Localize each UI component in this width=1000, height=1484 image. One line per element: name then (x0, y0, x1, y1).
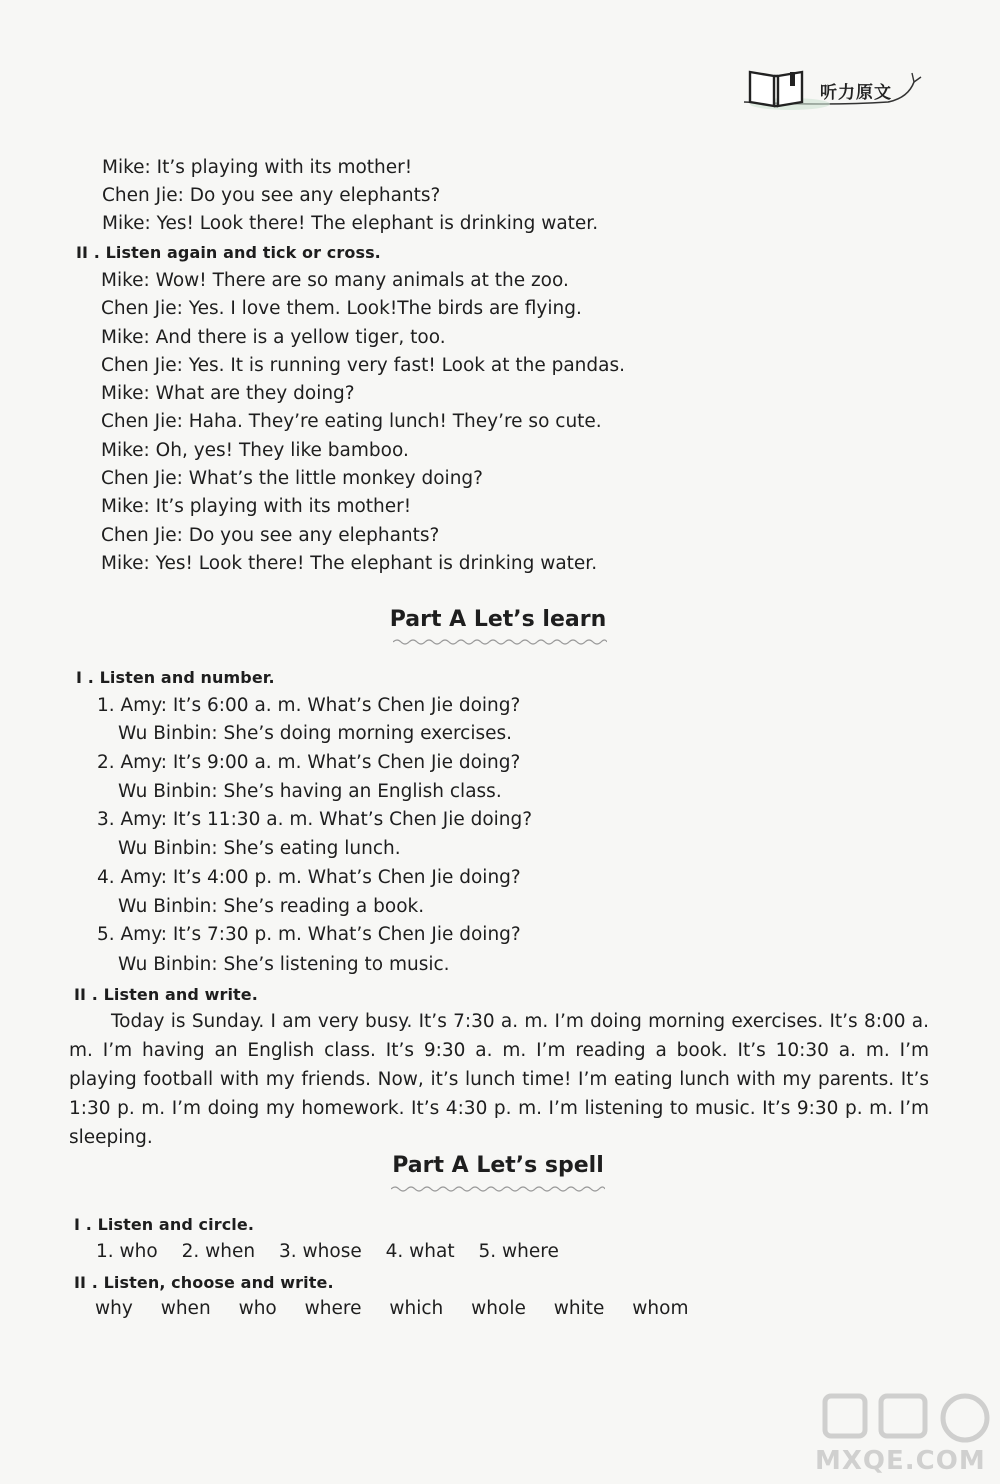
dialog-line: Mike: Oh, yes! They like bamboo. (101, 440, 409, 461)
word-bank-item: why (95, 1298, 133, 1319)
answer-line: Wu Binbin: She’s listening to music. (118, 954, 450, 975)
title-underline-wave (391, 1185, 605, 1193)
question-line: 1. Amy: It’s 6:00 a. m. What’s Chen Jie doing? (97, 695, 521, 716)
question-line: 4. Amy: It’s 4:00 p. m. What’s Chen Jie doing? (97, 867, 521, 888)
section-heading: II . Listen again and tick or cross. (76, 243, 381, 262)
open-book-icon (746, 66, 806, 110)
dialog-line: Chen Jie: What’s the little monkey doing? (101, 468, 483, 489)
watermark (815, 1388, 990, 1478)
numbered-word-list (96, 1241, 577, 1262)
dialog-line: Mike: Yes! Look there! The elephant is drinking water. (102, 213, 599, 234)
word-bank (95, 1298, 710, 1319)
header-badge (738, 62, 938, 122)
numbered-word: 5. where (478, 1241, 559, 1262)
word-bank-item: whom (632, 1298, 689, 1319)
section-heading: I . Listen and circle. (74, 1215, 255, 1234)
dialog-line: Chen Jie: Yes. It is running very fast! Look at the pandas. (101, 355, 625, 376)
word-bank-item: whole (471, 1298, 526, 1319)
word-bank-item: when (160, 1298, 211, 1319)
answer-line: Wu Binbin: She’s having an English class. (118, 781, 502, 802)
section-heading: II . Listen, choose and write. (74, 1273, 334, 1292)
header-title: 听力原文 (820, 83, 892, 103)
word-bank-item: which (389, 1298, 444, 1319)
dialog-line: Chen Jie: Do you see any elephants? (101, 525, 440, 546)
dialog-line: Mike: Wow! There are so many animals at the zoo. (101, 270, 569, 291)
dialog-line: Mike: It’s playing with its mother! (101, 496, 412, 517)
section-title: Part A Let’s learn (389, 607, 607, 632)
section-title: Part A Let’s spell (392, 1153, 604, 1178)
title-underline-wave (393, 638, 607, 646)
dialog-line: Mike: What are they doing? (101, 383, 355, 404)
section-heading: II . Listen and write. (74, 985, 258, 1004)
answer-line: Wu Binbin: She’s doing morning exercises. (118, 723, 513, 744)
numbered-word: 3. whose (279, 1241, 362, 1262)
dialog-line: Chen Jie: Haha. They’re eating lunch! They’re so cute. (101, 411, 602, 432)
word-bank-item: white (553, 1298, 605, 1319)
word-bank-item: where (304, 1298, 362, 1319)
answer-line: Wu Binbin: She’s reading a book. (118, 896, 425, 917)
dialog-line: Mike: Yes! Look there! The elephant is drinking water. (101, 553, 598, 574)
answer-line: Wu Binbin: She’s eating lunch. (118, 838, 401, 859)
dialog-line: Chen Jie: Do you see any elephants? (102, 185, 441, 206)
numbered-word: 4. what (385, 1241, 455, 1262)
numbered-word: 1. who (96, 1241, 158, 1262)
watermark-text: MXQE.COM (815, 1446, 986, 1476)
numbered-word: 2. when (181, 1241, 256, 1262)
question-line: 2. Amy: It’s 9:00 a. m. What’s Chen Jie doing? (97, 752, 521, 773)
question-line: 5. Amy: It’s 7:30 p. m. What’s Chen Jie doing? (97, 924, 521, 945)
dialog-line: Chen Jie: Yes. I love them. Look!The birds are flying. (101, 298, 582, 319)
question-line: 3. Amy: It’s 11:30 a. m. What’s Chen Jie doing? (97, 809, 533, 830)
listening-paragraph: Today is Sunday. I am very busy. It’s 7:30 a. m. I’m doing morning exercises. It’s 8:00 a. m. I’m having an English class. It’s 9:30 a. m. I’m reading a book. It’s 10:30 a. m. I’m playing football with my friends. Now, it’s lunch time! I’m eating lunch with my parents. It’s 1:30 p. m. I’m doing my homework. It’s 4:30 p. m. I’m listening to music. It’s 9:30 p. m. I’m sleeping. (69, 1011, 929, 1148)
dialog-line: Mike: And there is a yellow tiger, too. (101, 327, 446, 348)
section-heading: I . Listen and number. (76, 668, 275, 687)
dialog-line: Mike: It’s playing with its mother! (102, 157, 413, 178)
word-bank-item: who (238, 1298, 277, 1319)
watermark-logo-icon (815, 1388, 990, 1448)
